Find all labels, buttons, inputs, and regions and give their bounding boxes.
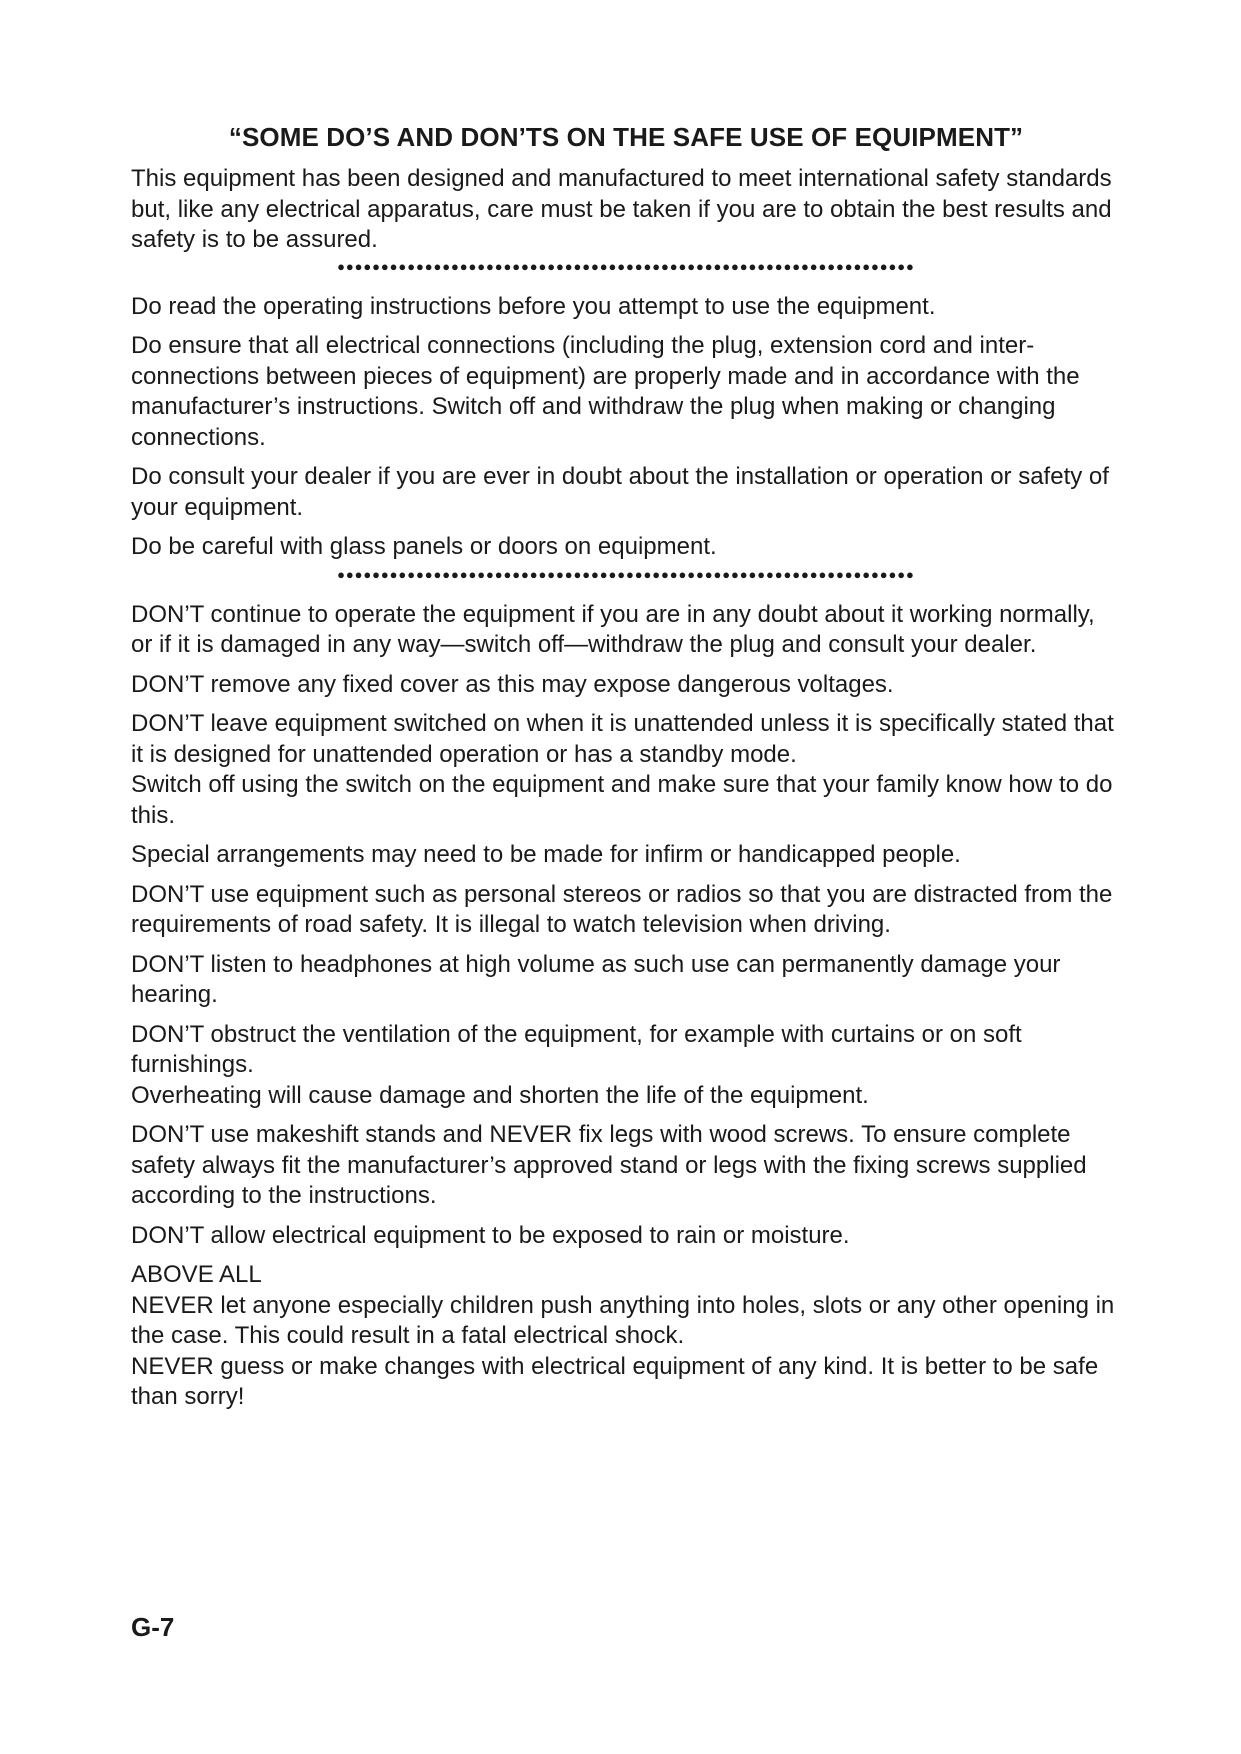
dont-item: DON’T use equipment such as personal stereos or radios so that you are distracted from the requirements of road safety. It is illegal to watch television when driving. <box>131 880 1113 938</box>
page-number: G-7 <box>131 1612 175 1642</box>
never-item: NEVER let anyone especially children push anything into holes, slots or any other opening in the case. This could result in a fatal electrical shock. <box>131 1291 1115 1349</box>
dont-item: DON’T continue to operate the equipment if you are in any doubt about it working normally, or if it is damaged in any way—switch off—withdraw the plug and consult your dealer. <box>131 600 1095 658</box>
dont-item-note: Switch off using the switch on the equipment and make sure that your family know how to do this. <box>131 771 1113 829</box>
above-all-heading: ABOVE ALL <box>131 1261 262 1288</box>
page-title: “SOME DO’S AND DON’TS ON THE SAFE USE OF EQUIPMENT” <box>228 122 1024 152</box>
dot-separator: ●●●●●●●●●●●●●●●●●●●●●●●●●●●●●●●●●●●●●●●●●●●●●●●●●●●●●●●●●●●●●●●●●● <box>337 566 915 582</box>
dont-item: DON’T use makeshift stands and NEVER fix legs with wood screws. To ensure complete safety always fit the manufacturer’s approved stand or legs with the fixing screws supplied according to the instructions. <box>131 1121 1087 1209</box>
dont-item: DON’T leave equipment switched on when it is unattended unless it is specifically stated that it is designed for unattended operation or has a standby mode. <box>131 710 1114 768</box>
do-item: Do read the operating instructions before you attempt to use the equipment. <box>131 292 936 320</box>
never-item: NEVER guess or make changes with electrical equipment of any kind. It is better to be safe than sorry! <box>131 1352 1099 1410</box>
dont-item: DON’T allow electrical equipment to be exposed to rain or moisture. <box>131 1221 850 1249</box>
do-item: Do be careful with glass panels or doors on equipment. <box>131 533 717 560</box>
intro-paragraph: This equipment has been designed and manufactured to meet international safety standards but, like any electrical apparatus, care must be taken if you are to obtain the best results and safety is to be assured. <box>131 165 1112 253</box>
safety-page <box>131 120 1121 1422</box>
dont-item: DON’T listen to headphones at high volume as such use can permanently damage your hearing. <box>131 950 1061 1008</box>
do-item: Do ensure that all electrical connections (including the plug, extension cord and inter-connections between pieces of equipment) are properly made and in accordance with the manufacturer’s instructions. Switch off and withdraw the plug when making or changing connections. <box>131 332 1080 451</box>
dont-item: DON’T remove any fixed cover as this may expose dangerous voltages. <box>131 670 894 698</box>
dont-item-note: Overheating will cause damage and shorten the life of the equipment. <box>131 1081 869 1109</box>
dont-item: DON’T obstruct the ventilation of the equipment, for example with curtains or on soft furnishings. <box>131 1020 1022 1078</box>
do-item: Do consult your dealer if you are ever in doubt about the installation or operation or safety of your equipment. <box>131 463 1109 521</box>
dont-item-note: Special arrangements may need to be made for infirm or handicapped people. <box>131 841 961 868</box>
dot-separator: ●●●●●●●●●●●●●●●●●●●●●●●●●●●●●●●●●●●●●●●●●●●●●●●●●●●●●●●●●●●●●●●●●● <box>337 258 915 274</box>
